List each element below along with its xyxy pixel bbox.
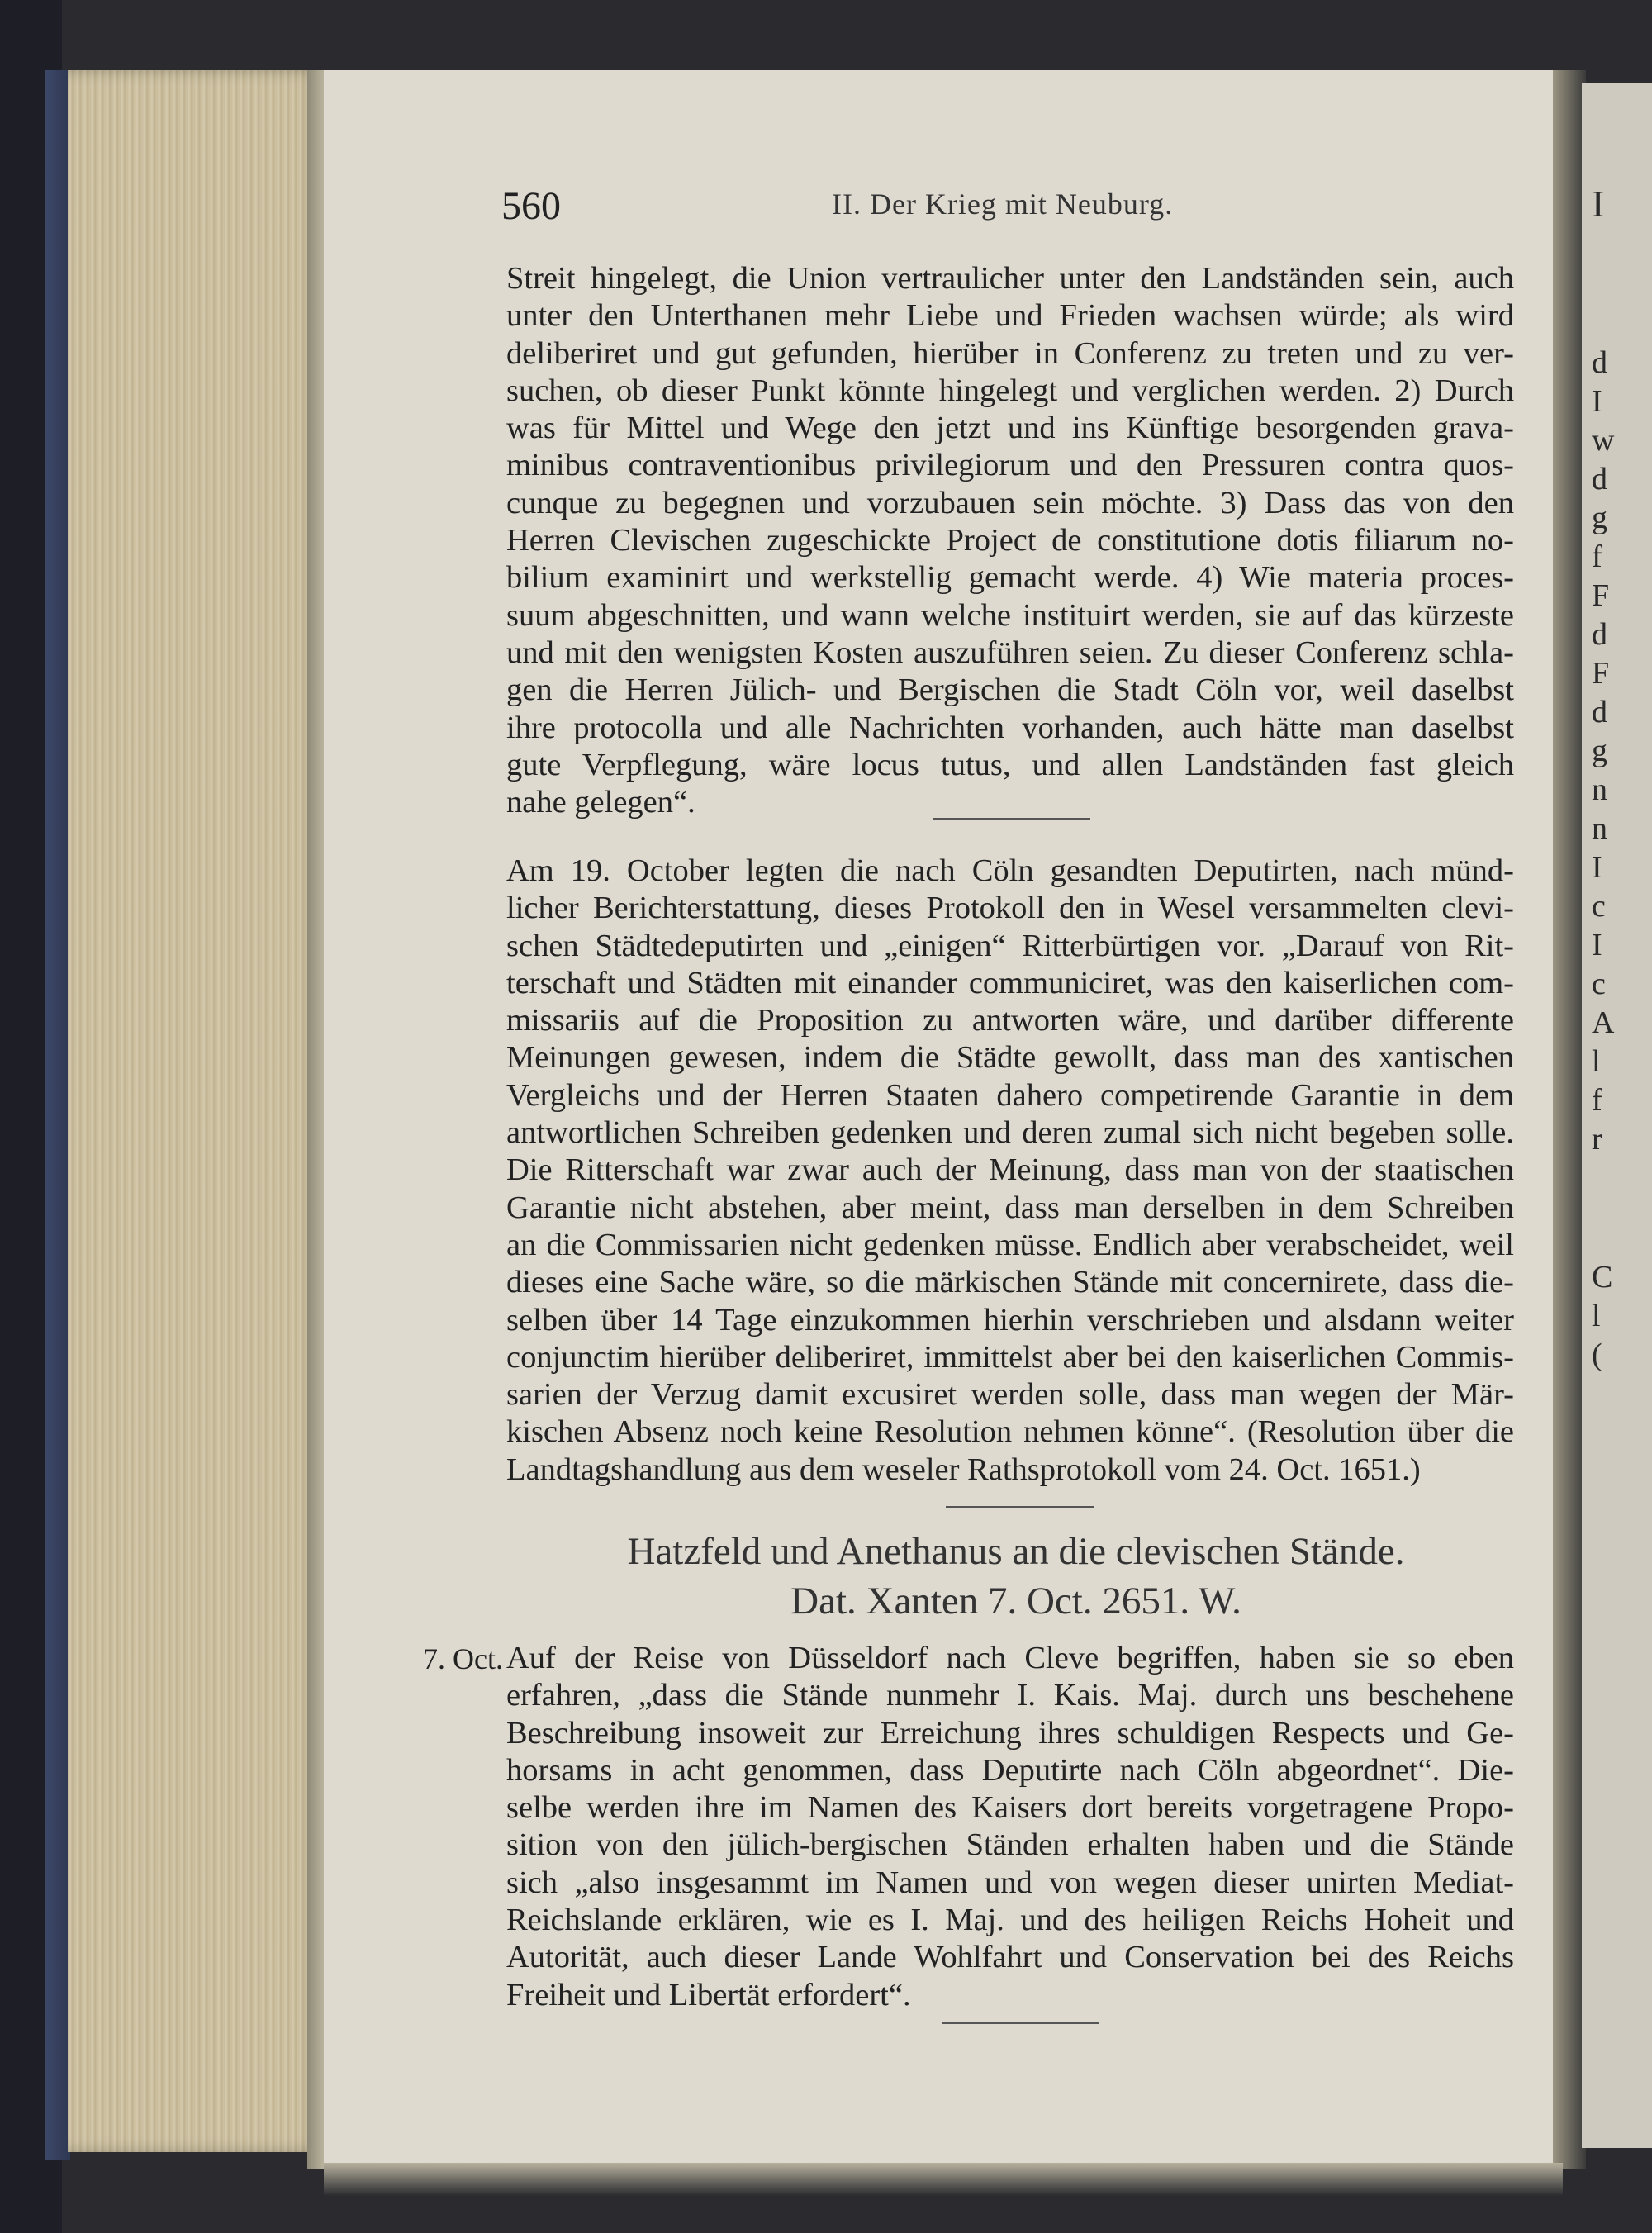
text-line: antwortlichen Schreiben gedenken und deren zumal sich nicht begeben solle.: [506, 1115, 1514, 1151]
text-line: conjunctim hierüber deliberiret, immittelst aber bei den kaiserlichen Commis-: [506, 1339, 1514, 1375]
text-line: Reichslande erklären, wie es I. Maj. und des heiligen Reichs Hoheit und: [506, 1903, 1514, 1938]
text-line: sarien der Verzug damit excusiret werden solle, dass man wegen der Mär-: [506, 1377, 1514, 1413]
text-line: suum abgeschnitten, und wann welche instituirt werden, sie auf das kürzeste: [506, 597, 1514, 633]
facing-page-glyph: n: [1592, 811, 1607, 846]
page-block-edges: [68, 70, 324, 2152]
facing-page-glyph: r: [1592, 1122, 1602, 1157]
section-rule-3: [942, 2022, 1099, 2024]
text-line: cunque zu begegnen und vorzubauen sein möchte. 3) Dass das von den: [506, 485, 1514, 520]
page-right-shadow: [1553, 70, 1586, 2169]
text-line: Die Ritterschaft war zwar auch der Meinung, dass man von der staatischen: [506, 1152, 1514, 1188]
facing-page-glyph: I: [1592, 183, 1605, 225]
paragraph-3: [506, 1640, 1514, 2014]
text-line: gen die Herren Jülich- und Bergischen die Stadt Cöln vor, weil daselbst: [506, 672, 1514, 708]
margin-date-note: 7. Oct.: [423, 1642, 503, 1675]
facing-page-glyph: l: [1592, 1299, 1601, 1333]
facing-page-glyph: F: [1592, 656, 1610, 691]
text-line: erfahren, „dass die Stände nunmehr I. Kais. Maj. durch uns beschehene: [506, 1678, 1514, 1713]
text-line: licher Berichterstattung, dieses Protokoll den in Wesel versammelten clevi-: [506, 891, 1514, 926]
facing-page-glyph: f: [1592, 1083, 1602, 1118]
facing-page-glyph: d: [1592, 617, 1607, 652]
heading-date: Dat. Xanten 7. Oct. 2651. W.: [790, 1580, 1241, 1622]
facing-page-glyph: F: [1592, 578, 1610, 613]
page-bottom-shadow: [324, 2163, 1563, 2196]
document-heading: [512, 1527, 1520, 1626]
text-line: Garantie nicht abstehen, aber meint, dass man derselben in dem Schreiben: [506, 1190, 1514, 1225]
text-line: minibus contraventionibus privilegiorum und den Pressuren contra quos-: [506, 448, 1514, 483]
text-line: bilium examinirt und werkstellig gemacht werde. 4) Wie materia proces-: [506, 560, 1514, 596]
facing-page-glyph: C: [1592, 1260, 1613, 1295]
heading-title: Hatzfeld und Anethanus an die clevischen Stände.: [627, 1530, 1405, 1573]
book-cover-edge: [45, 70, 70, 2160]
text-line: nahe gelegen“.: [506, 785, 695, 820]
text-line: deliberiret und gut gefunden, hierüber in Conferenz zu treten und zu ver-: [506, 335, 1514, 371]
facing-page-glyph: I: [1592, 384, 1602, 419]
facing-page-glyph: g: [1592, 734, 1607, 768]
text-line: selben über 14 Tage einzukommen hierhin verschrieben und alsdann weiter: [506, 1302, 1514, 1337]
text-line: was für Mittel und Wege den jetzt und ins Künftige besorgenden grava-: [506, 411, 1514, 446]
facing-page-glyph: w: [1592, 423, 1615, 458]
text-line: Streit hingelegt, die Union vertraulicher unter den Landständen sein, auch: [506, 261, 1514, 296]
facing-page-glyph: (: [1592, 1337, 1602, 1372]
text-line: missariis auf die Proposition zu antworten wäre, und darüber differente: [506, 1003, 1514, 1038]
text-line: terschaft und Städten mit einander communiciret, was den kaiserlichen com-: [506, 965, 1514, 1000]
page-number: 560: [501, 184, 561, 228]
text-line: an die Commissarien nicht gedenken müsse. Endlich aber verabscheidet, weil: [506, 1227, 1514, 1262]
facing-page-glyph: g: [1592, 501, 1607, 535]
running-title: II. Der Krieg mit Neuburg.: [832, 188, 1174, 221]
facing-page-glyph: n: [1592, 772, 1607, 807]
facing-page-glyph: A: [1592, 1005, 1615, 1040]
text-line: Landtagshandlung aus dem weseler Rathsprotokoll vom 24. Oct. 1651.): [506, 1451, 1421, 1487]
paragraph-1: [506, 260, 1514, 821]
facing-page-glyph: c: [1592, 967, 1606, 1001]
section-rule-2: [946, 1506, 1094, 1508]
text-line: Meinungen gewesen, indem die Städte gewollt, dass man des xantischen: [506, 1040, 1514, 1076]
text-line: dieses eine Sache wäre, so die märkischen Stände mit concernirete, dass die-: [506, 1265, 1514, 1300]
text-line: Am 19. October legten die nach Cöln gesandten Deputirten, nach münd-: [506, 853, 1514, 888]
text-line: unter den Unterthanen mehr Liebe und Frieden wachsen würde; als wird: [506, 298, 1514, 334]
text-line: gute Verpflegung, wäre locus tutus, und allen Landständen fast gleich: [506, 747, 1514, 782]
facing-page-glyph: c: [1592, 889, 1606, 924]
text-line: schen Städtedeputirten und „einigen“ Ritterbürtigen vor. „Darauf von Rit-: [506, 928, 1514, 963]
section-rule-1: [933, 818, 1090, 820]
text-line: und mit den wenigsten Kosten auszuführen seien. Zu dieser Conferenz schla-: [506, 634, 1514, 670]
facing-page-glyph: I: [1592, 850, 1602, 885]
facing-page-glyph: d: [1592, 462, 1607, 496]
text-line: kischen Absenz noch keine Resolution nehmen könne“. (Resolution über die: [506, 1414, 1514, 1450]
facing-page-glyph: f: [1592, 539, 1602, 574]
page-header: [501, 183, 1534, 233]
text-line: selbe werden ihre im Namen des Kaisers dort bereits vorgetragene Propo-: [506, 1790, 1514, 1826]
facing-page-glyph: I: [1592, 928, 1602, 962]
facing-page-glyph: l: [1592, 1044, 1601, 1079]
text-line: Autorität, auch dieser Lande Wohlfahrt und Conservation bei des Reichs: [506, 1940, 1514, 1975]
text-line: ihre protocolla und alle Nachrichten vorhanden, auch hätte man daselbst: [506, 710, 1514, 745]
facing-page-glyph: d: [1592, 695, 1607, 729]
facing-page-glyph: d: [1592, 345, 1607, 380]
text-line: sich „also insgesammt im Namen und von wegen dieser unirten Mediat-: [506, 1865, 1514, 1900]
text-line: Beschreibung insoweit zur Erreichung ihres schuldigen Respects und Ge-: [506, 1715, 1514, 1751]
text-line: Vergleichs und der Herren Staaten dahero competirende Garantie in dem: [506, 1077, 1514, 1113]
text-line: suchen, ob dieser Punkt könnte hingelegt und verglichen werden. 2) Durch: [506, 373, 1514, 408]
facing-page-fragment: [1582, 83, 1652, 2148]
text-line: Auf der Reise von Düsseldorf nach Cleve begriffen, haben sie so eben: [506, 1641, 1514, 1675]
text-line: Herren Clevischen zugeschickte Project de constitutione dotis filiarum no-: [506, 523, 1514, 558]
text-line: Freiheit und Libertät erfordert“.: [506, 1977, 911, 2012]
text-line: horsams in acht genommen, dass Deputirte nach Cöln abgeordnet“. Die-: [506, 1752, 1514, 1788]
paragraph-2: [506, 853, 1514, 1489]
text-line: sition von den jülich-bergischen Ständen erhalten haben und die Stände: [506, 1827, 1514, 1863]
